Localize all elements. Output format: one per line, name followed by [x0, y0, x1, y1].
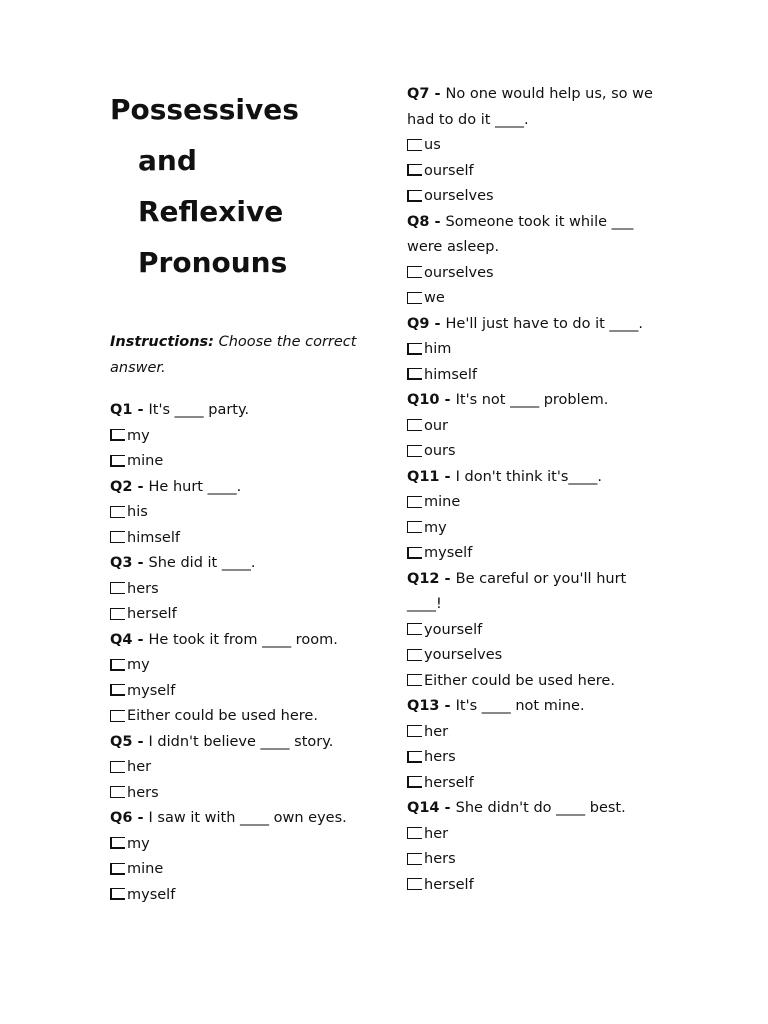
question-q4 [110, 628, 380, 654]
checkbox[interactable] [407, 725, 422, 737]
question-text: Be careful or you'll hurt ____! [407, 570, 627, 612]
option-label: my [127, 835, 150, 852]
checkbox[interactable] [407, 521, 422, 533]
checkbox[interactable] [110, 684, 125, 696]
option-label: her [127, 759, 152, 775]
option-q10-ours[interactable] [407, 439, 662, 465]
question-q11 [407, 465, 662, 491]
checkbox[interactable] [407, 751, 422, 763]
checkbox[interactable] [110, 837, 125, 849]
checkbox[interactable] [110, 582, 125, 594]
question-number: Q3 - [110, 555, 149, 571]
option-q4-myself[interactable] [110, 679, 380, 705]
instructions [110, 330, 380, 381]
option-q12-either[interactable] [407, 669, 662, 695]
option-label: ourselves [424, 188, 494, 204]
question-number: Q5 - [110, 733, 149, 750]
question-number: Q13 - [407, 698, 456, 714]
checkbox[interactable] [407, 496, 422, 508]
question-number: Q1 - [110, 402, 149, 418]
question-number: Q10 - [407, 392, 456, 408]
checkbox[interactable] [110, 659, 125, 671]
option-q2-his[interactable] [110, 500, 380, 526]
option-q8-we[interactable] [407, 286, 662, 312]
option-q14-herself[interactable] [407, 873, 662, 899]
checkbox[interactable] [110, 506, 125, 518]
option-label: us [424, 137, 441, 153]
question-text: It's not ____ problem. [455, 392, 609, 408]
option-label: himself [424, 366, 477, 383]
title-line-4: Pronouns [138, 246, 288, 279]
question-text: It's ____ party. [148, 402, 250, 418]
question-number: Q4 - [110, 631, 149, 648]
option-label: yourself [424, 621, 483, 638]
checkbox[interactable] [407, 343, 422, 355]
option-label: ours [424, 443, 456, 459]
option-q2-himself[interactable] [110, 526, 380, 552]
option-q3-herself[interactable] [110, 602, 380, 628]
question-text: I saw it with ____ own eyes. [148, 810, 347, 826]
option-label: my [127, 657, 150, 673]
question-number: Q14 - [407, 800, 456, 816]
question-q13 [407, 694, 662, 720]
question-q12 [407, 567, 662, 618]
checkbox[interactable] [407, 878, 422, 890]
checkbox[interactable] [407, 445, 422, 457]
question-text: He took it from ____ room. [148, 631, 338, 648]
option-q11-my[interactable] [407, 516, 662, 542]
option-label: himself [127, 529, 180, 546]
option-label: our [424, 417, 449, 434]
question-number: Q6 - [110, 810, 149, 826]
question-q8 [407, 210, 662, 261]
checkbox[interactable] [407, 139, 422, 151]
checkbox[interactable] [110, 863, 125, 875]
option-q12-yourself[interactable] [407, 618, 662, 644]
option-label: mine [127, 861, 164, 877]
question-q2 [110, 475, 380, 501]
question-q7 [407, 82, 662, 133]
option-label: ourselves [424, 264, 494, 281]
option-q13-her[interactable] [407, 720, 662, 746]
option-q13-hers[interactable] [407, 745, 662, 771]
option-q6-mine[interactable] [110, 857, 380, 883]
question-text: It's ____ not mine. [455, 698, 585, 714]
option-q7-us[interactable] [407, 133, 662, 159]
question-number: Q11 - [407, 468, 456, 485]
option-label: ourself [424, 162, 474, 179]
title-line-2: and [138, 144, 197, 177]
option-q11-myself[interactable] [407, 541, 662, 567]
checkbox[interactable] [407, 827, 422, 839]
checkbox[interactable] [110, 531, 125, 543]
option-q10-our[interactable] [407, 414, 662, 440]
option-q1-my[interactable] [110, 424, 380, 450]
option-label: myself [424, 545, 473, 561]
option-label: we [424, 290, 445, 306]
option-label: mine [424, 494, 461, 510]
instructions-text: Choose the correct answer. [110, 334, 357, 376]
question-text: He hurt ____. [148, 478, 242, 495]
option-label: my [127, 427, 150, 444]
checkbox[interactable] [110, 888, 125, 900]
question-number: Q2 - [110, 478, 149, 495]
question-text: No one would help us, so we had to do it ____. [407, 86, 653, 128]
checkbox[interactable] [407, 623, 422, 635]
option-q3-hers[interactable] [110, 577, 380, 603]
option-q6-my[interactable] [110, 832, 380, 858]
option-label: myself [127, 682, 176, 699]
option-q7-ourself[interactable] [407, 159, 662, 185]
checkbox[interactable] [407, 547, 422, 559]
question-q3 [110, 551, 380, 577]
option-label: hers [424, 749, 456, 765]
option-q6-myself[interactable] [110, 883, 380, 909]
question-q10 [407, 388, 662, 414]
option-q4-either[interactable] [110, 704, 380, 730]
option-label: mine [127, 453, 164, 469]
title-line-1: Possessives [110, 93, 299, 126]
option-q4-my[interactable] [110, 653, 380, 679]
option-label: herself [127, 606, 177, 622]
option-label: yourselves [424, 647, 503, 663]
checkbox[interactable] [407, 853, 422, 865]
question-text: I don't think it's____. [455, 468, 603, 485]
question-text: She didn't do ____ best. [455, 800, 626, 816]
option-label: herself [424, 774, 474, 791]
option-label: myself [127, 886, 176, 903]
option-label: him [424, 341, 452, 357]
option-q14-hers[interactable] [407, 847, 662, 873]
checkbox[interactable] [407, 649, 422, 661]
option-label: herself [424, 876, 474, 893]
option-label: Either could be used here. [127, 708, 318, 724]
option-q11-mine[interactable] [407, 490, 662, 516]
option-label: his [127, 504, 148, 520]
option-q12-yourselves[interactable] [407, 643, 662, 669]
left-column [110, 84, 380, 908]
option-label: hers [127, 580, 159, 597]
question-text: She did it ____. [148, 555, 256, 571]
instructions-label: Instructions: [110, 334, 214, 350]
option-label: my [424, 519, 447, 536]
question-number: Q12 - [407, 570, 456, 587]
question-text: I didn't believe ____ story. [148, 733, 334, 750]
checkbox[interactable] [407, 266, 422, 278]
option-label: her [424, 723, 449, 740]
option-q1-mine[interactable] [110, 449, 380, 475]
checkbox[interactable] [407, 419, 422, 431]
checkbox[interactable] [407, 190, 422, 202]
option-q5-hers[interactable] [110, 781, 380, 807]
option-q5-her[interactable] [110, 755, 380, 781]
option-q9-himself[interactable] [407, 363, 662, 389]
question-q9 [407, 312, 662, 338]
option-label: her [424, 825, 449, 842]
checkbox[interactable] [110, 608, 125, 620]
checkbox[interactable] [407, 674, 422, 686]
title-line-3: Reflexive [138, 195, 284, 228]
question-q14 [407, 796, 662, 822]
right-column [407, 82, 662, 898]
checkbox[interactable] [407, 164, 422, 176]
option-q9-him[interactable] [407, 337, 662, 363]
question-number: Q8 - [407, 213, 446, 230]
option-q7-ourselves[interactable] [407, 184, 662, 210]
question-number: Q9 - [407, 315, 446, 332]
checkbox[interactable] [110, 710, 125, 722]
option-q14-her[interactable] [407, 822, 662, 848]
question-number: Q7 - [407, 86, 446, 102]
question-q5 [110, 730, 380, 756]
option-label: hers [127, 784, 159, 801]
checkbox[interactable] [110, 761, 125, 773]
checkbox[interactable] [407, 776, 422, 788]
option-label: Either could be used here. [424, 672, 615, 689]
checkbox[interactable] [407, 368, 422, 380]
question-q6 [110, 806, 380, 832]
option-label: hers [424, 851, 456, 867]
option-q13-herself[interactable] [407, 771, 662, 797]
checkbox[interactable] [110, 429, 125, 441]
question-text: Someone took it while ___ were asleep. [407, 213, 634, 255]
checkbox[interactable] [110, 786, 125, 798]
checkbox[interactable] [110, 455, 125, 467]
checkbox[interactable] [407, 292, 422, 304]
option-q8-ourselves[interactable] [407, 261, 662, 287]
page-title [110, 84, 380, 288]
question-text: He'll just have to do it ____. [445, 315, 644, 332]
question-q1 [110, 398, 380, 424]
